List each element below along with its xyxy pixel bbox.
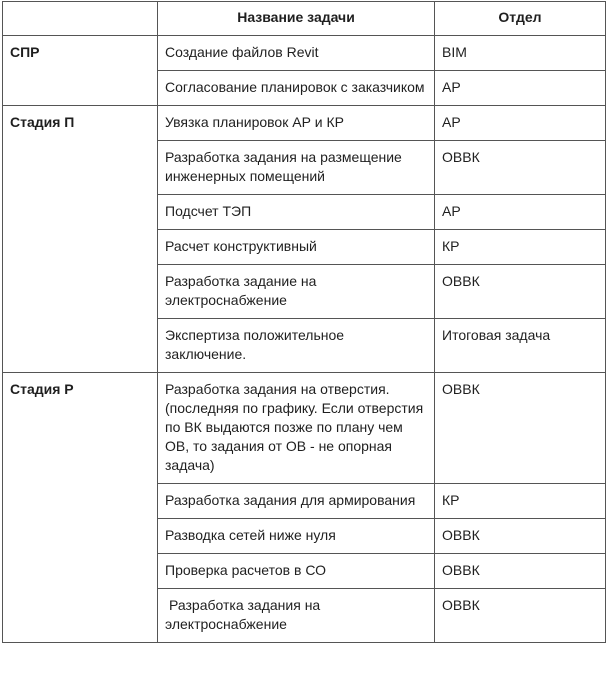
header-task: Название задачи <box>158 2 435 36</box>
header-row <box>3 2 606 36</box>
task-cell: Разводка сетей ниже нуля <box>158 519 435 554</box>
dept-cell: АР <box>435 195 606 230</box>
dept-cell: ОВВК <box>435 519 606 554</box>
tasks-table <box>2 1 606 643</box>
task-cell <box>158 589 435 643</box>
dept-cell: КР <box>435 484 606 519</box>
task-cell: Увязка планировок АР и КР <box>158 106 435 141</box>
task-text: Разработка задания на электроснабжение <box>165 597 321 632</box>
header-dept: Отдел <box>435 2 606 36</box>
dept-cell: BIM <box>435 36 606 71</box>
task-cell: Экспертиза положительное заключение. <box>158 319 435 373</box>
task-cell: Разработка задание на электроснабжение <box>158 265 435 319</box>
dept-cell: ОВВК <box>435 265 606 319</box>
stage-cell-spr: СПР <box>3 36 158 106</box>
task-cell: Подсчет ТЭП <box>158 195 435 230</box>
dept-cell: ОВВК <box>435 554 606 589</box>
dept-cell: Итоговая задача <box>435 319 606 373</box>
stage-cell-p: Стадия П <box>3 106 158 373</box>
task-cell: Проверка расчетов в СО <box>158 554 435 589</box>
task-cell: Создание файлов Revit <box>158 36 435 71</box>
dept-cell: ОВВК <box>435 589 606 643</box>
table-row <box>3 36 606 71</box>
dept-cell: ОВВК <box>435 141 606 195</box>
task-cell: Разработка задания на размещение инженерных помещений <box>158 141 435 195</box>
task-cell: Согласование планировок с заказчиком <box>158 71 435 106</box>
header-stage <box>3 2 158 36</box>
task-cell: Разработка задания на отверстия. (последняя по графику. Если отверстия по ВК выдаются позже по плану чем ОВ, то задания от ОВ - не опорная задача) <box>158 373 435 484</box>
table-row <box>3 106 606 141</box>
task-cell: Расчет конструктивный <box>158 230 435 265</box>
dept-cell: ОВВК <box>435 373 606 484</box>
dept-cell: КР <box>435 230 606 265</box>
stage-cell-r: Стадия Р <box>3 373 158 643</box>
dept-cell: АР <box>435 106 606 141</box>
dept-cell: АР <box>435 71 606 106</box>
task-cell: Разработка задания для армирования <box>158 484 435 519</box>
table-row <box>3 373 606 484</box>
